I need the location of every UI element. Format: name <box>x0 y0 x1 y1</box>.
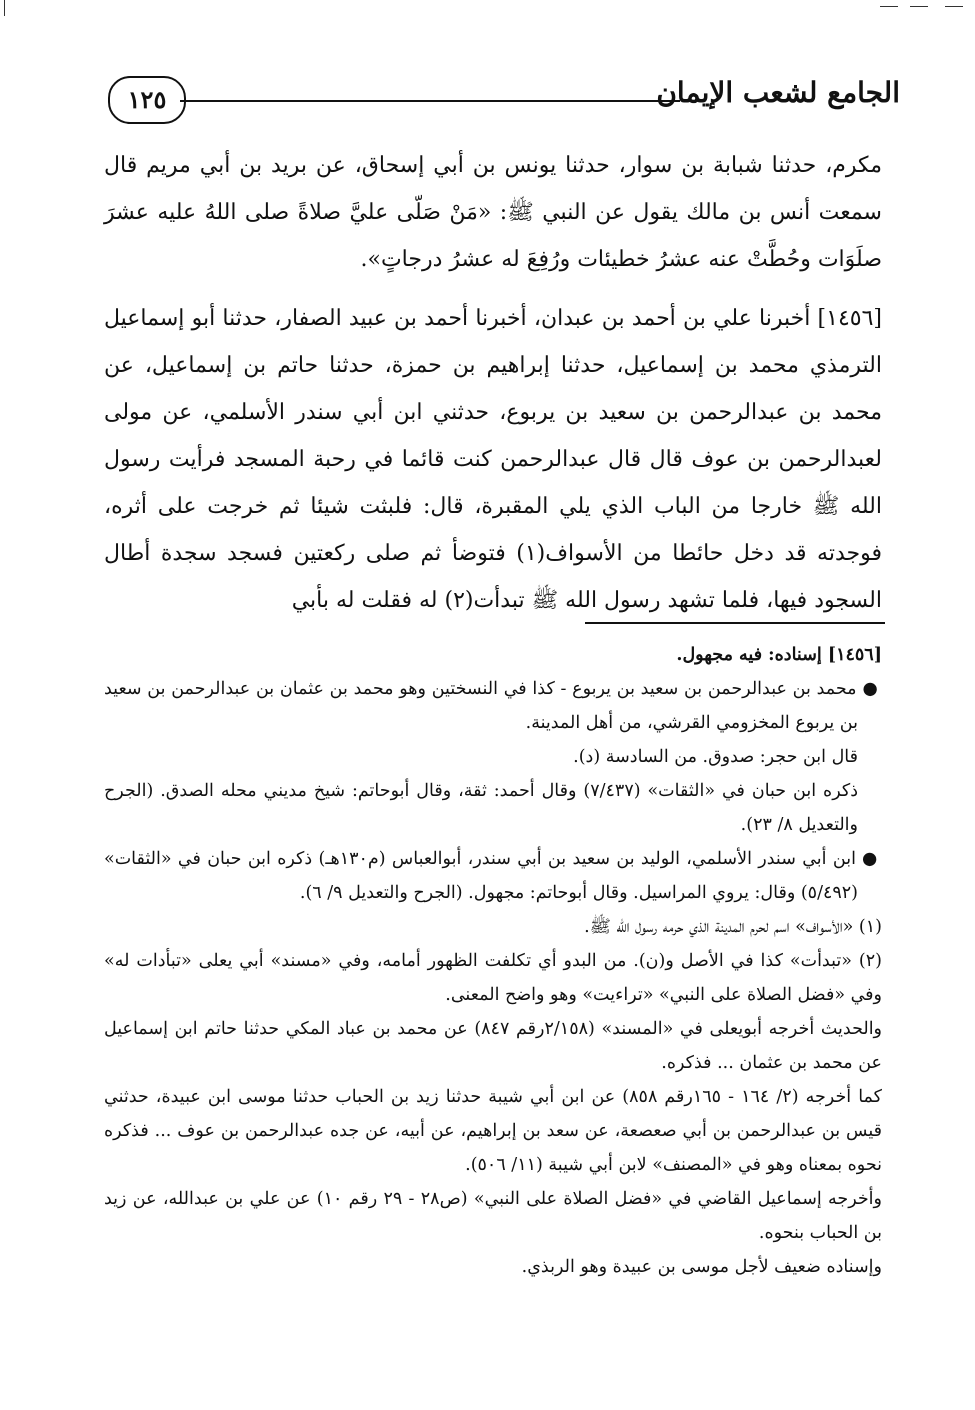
main-paragraph: [١٤٥٦] أخبرنا علي بن أحمد بن عبدان، أخبرنا أحمد بن عبيد الصفار، حدثنا أبو إسماعيل الترمذي محمد بن إسماعيل، حدثنا إبراهيم بن حمزة، حدثنا حاتم بن إسماعيل، عن محمد بن عبدالرحمن بن سعيد بن يربوع، حدثني ابن أبي سندر الأسلمي، عن مولى لعبدالرحمن بن عوف قال قال عبدالرحمن كنت قائما في رحبة المسجد فرأيت رسول الله ﷺ خارجا من الباب الذي يلي المقبرة، قال: فلبثت شيئا ثم خرجت على أثره، فوجدته قد دخل حائطا من الأسواف(١) فتوضأ ثم صلى ركعتين فسجد سجدة أطال السجود فيها، فلما تشهد رسول الله ﷺ تبدأت(٢) له فقلت له بأبي <box>104 306 883 613</box>
page-number: ١٢٥ <box>108 76 186 124</box>
scan-edge-mark <box>880 6 898 7</box>
footnote-item <box>104 842 882 910</box>
header-rule <box>180 100 680 102</box>
footnotes <box>104 638 882 1284</box>
scan-edge-mark <box>4 0 5 16</box>
footnote-separator <box>585 622 885 624</box>
footnote-text: ابن أبي سندر الأسلمي، الوليد بن سعيد بن أبي سندر، أبوالعباس (م١٣٠هـ) ذكره ابن حبان في «الثقات» (٥/٤٩٢) وقال: يروي المراسيل. وقال أبوحاتم: مجهول. (الجرح والتعديل ٩/ ٦). <box>104 849 858 903</box>
bullet-icon: ● <box>861 849 878 869</box>
scan-edge-mark <box>910 6 928 7</box>
bullet-icon: ● <box>862 679 878 699</box>
footnote-item: كما أخرجه (٢/ ١٦٤ - ١٦٥رقم ٨٥٨) عن ابن أبي شيبة حدثنا زيد بن الحباب حدثنا موسى ابن عبيدة، حدثني قيس بن عبدالرحمن بن أبي صعصعة، عن سعد بن إبراهيم، عن أبيه، عن جده عبدالرحمن بن عوف ... فذكره نحوه بمعناه وهو في «المصنف» لابن أبي شيبة (١١/ ٥٠٦). <box>104 1087 882 1175</box>
footnote-text: محمد بن عبدالرحمن بن سعيد بن يربوع - كذا في النسختين وهو محمد بن عثمان بن عبدالرحمن بن سعيد بن يربوع المخزومي القرشي، من أهل المدينة. <box>104 679 858 733</box>
footnote-item: (١) «الأسواف» اسم لحرم المدينة الذي حرمه رسول الله ﷺ. <box>584 917 882 937</box>
main-text <box>104 142 882 624</box>
main-paragraph: مكرم، حدثنا شبابة بن سوار، حدثنا يونس بن أبي إسحاق، عن بريد بن أبي مريم قال سمعت أنس بن مالك يقول عن النبي ﷺ: «مَنْ صَلّى عليَّ صلاةً صلى اللهُ عليه عشرَ صلَوَات وحُطَّتْ عنه عشرُ خطيئات ورُفِعَ له عشرُ درجاتٍ». <box>104 153 882 272</box>
footnote-item: (٢) «تبدأت» كذا في الأصل و(ن). من البدو أي تكلفت الظهور أمامه، وفي «مسند» أبي يعلى «تبأدات له» وفي «فضل الصلاة على النبي» «تراءيت» وهو واضح المعنى. <box>104 951 882 1005</box>
footnote-item: ذكره ابن حبان في «الثقات» (٧/٤٣٧) وقال أحمد: ثقة، وقال أبوحاتم: شيخ مديني محله الصدق. (الجرح والتعديل ٨/ ٢٣). <box>104 781 858 835</box>
page-header <box>100 70 900 130</box>
running-title: الجامع لشعب الإيمان <box>656 76 900 109</box>
footnote-item: وأخرجه إسماعيل القاضي في «فضل الصلاة على النبي» (ص٢٨ - ٢٩ رقم ١٠) عن علي بن عبدالله، عن زيد بن الحباب بنحوه. <box>104 1189 882 1243</box>
scan-edge-mark <box>945 6 963 7</box>
footnote-item: قال ابن حجر: صدوق. من السادسة (د). <box>573 747 858 767</box>
footnote-item: والحديث أخرجه أبويعلى في «المسند» (٢/١٥٨رقم ٨٤٧) عن محمد بن عباد المكي حدثنا حاتم ابن إسماعيل عن محمد بن عثمان ... فذكره. <box>104 1019 883 1073</box>
footnote-item: وإسناده ضعيف لأجل موسى بن عبيدة وهو الربذي. <box>521 1257 882 1277</box>
isnad-heading: [١٤٥٦] إسناده: فيه مجهول. <box>676 645 882 665</box>
footnote-item <box>104 672 882 740</box>
